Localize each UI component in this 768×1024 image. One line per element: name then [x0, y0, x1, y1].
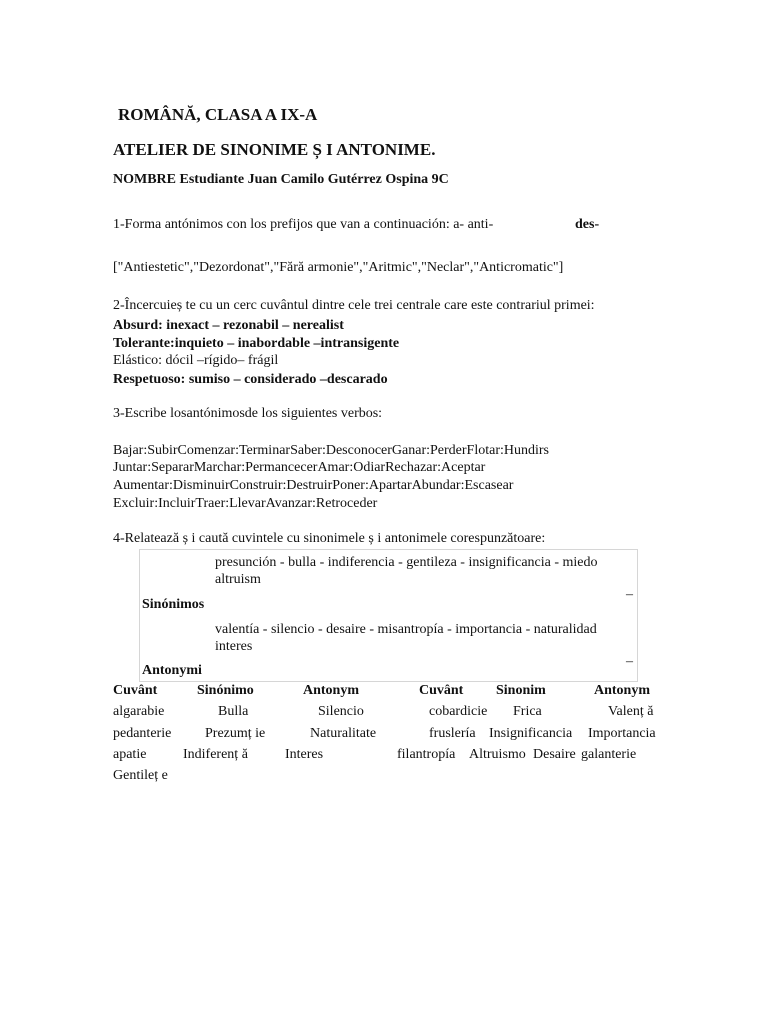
table-cell: Insignificancia — [489, 726, 573, 741]
header-cell: Sinonim — [496, 683, 546, 698]
exercise-1-prefix-des: des- — [575, 217, 600, 232]
table-cell: apatie — [113, 747, 147, 762]
exercise-3-prompt: 3-Escribe losantónimosde los siguientes verbos: — [113, 406, 383, 421]
table-cell: Naturalitate — [310, 726, 377, 741]
exercise-3-line: Juntar:SepararMarchar:PermancecerAmar:OdiarRechazar:Aceptar — [113, 460, 486, 475]
header-cell: Antonym — [594, 683, 651, 698]
synonym-word-list-cont: altruism — [215, 572, 261, 587]
synonyms-dash: – — [626, 587, 633, 602]
table-cell: Frica — [513, 704, 542, 719]
header-cell: Sinónimo — [197, 683, 254, 698]
exercise-2-line: Respetuoso: sumiso – considerado –descarado — [113, 372, 388, 387]
exercise-3-line: Bajar:SubirComenzar:TerminarSaber:DesconocerGanar:PerderFlotar:Hundirs — [113, 443, 549, 458]
exercise-2-line: Elástico: dócil –rígido– frágil — [113, 353, 279, 368]
table-cell: Prezumț ie — [205, 726, 266, 741]
table-overflow-word: Gentileț e — [113, 768, 168, 783]
antonym-word-list-cont: interes — [215, 639, 253, 654]
table-cell: pedanterie — [113, 726, 172, 741]
synonyms-label: Sinónimos — [142, 597, 205, 612]
student-name: NOMBRE Estudiante Juan Camilo Gutérrez Ospina 9C — [113, 172, 449, 187]
header-cell: Cuvânt — [113, 683, 158, 698]
antonym-word-list: valentía - silencio - desaire - misantropía - importancia - naturalidad — [215, 622, 597, 637]
synonym-word-list: presunción - bulla - indiferencia - gentileza - insignificancia - miedo — [215, 555, 598, 570]
header-cell: Cuvânt — [419, 683, 464, 698]
header-cell: Antonym — [303, 683, 360, 698]
exercise-3-line: Aumentar:DisminuirConstruir:DestruirPoner:ApartarAbundar:Escasear — [113, 478, 514, 493]
table-cell: cobardicie — [429, 704, 488, 719]
table-cell: Importancia — [588, 726, 656, 741]
exercise-1-prompt: 1-Forma antónimos con los prefijos que van a continuación: a- anti- — [113, 217, 494, 232]
synonym-antonym-box — [139, 549, 638, 682]
exercise-2-line: Tolerante:inquieto – inabordable –intransigente — [113, 336, 400, 351]
page-title: ROMÂNĂ, CLASA A IX-A — [118, 105, 318, 124]
antonyms-dash: – — [626, 654, 633, 669]
table-cell: filantropía — [397, 747, 456, 762]
table-cell: Altruismo — [469, 747, 526, 762]
table-cell: Desaire — [533, 747, 576, 762]
exercise-4-prompt: 4-Relatează ș i caută cuvintele cu sinonimele ș i antonimele corespunzătoare: — [113, 531, 546, 546]
table-cell: galanterie — [581, 747, 637, 762]
exercise-2-prompt: 2-Încercuieș te cu un cerc cuvântul dintre cele trei centrale care este contrariul primei: — [113, 298, 595, 313]
table-cell: Interes — [285, 747, 324, 762]
table-cell: algarabie — [113, 704, 165, 719]
worksheet-subtitle: ATELIER DE SINONIME Ș I ANTONIME. — [113, 140, 436, 159]
table-cell: Bulla — [218, 704, 249, 719]
table-cell: Silencio — [318, 704, 364, 719]
table-cell: Valenț ă — [608, 704, 654, 719]
antonyms-label: Antonymi — [142, 663, 202, 678]
table-cell: Indiferenț ă — [183, 747, 248, 762]
exercise-2-line: Absurd: inexact – rezonabil – nerealist — [113, 318, 344, 333]
table-cell: fruslería — [429, 726, 476, 741]
exercise-3-line: Excluir:IncluirTraer:LlevarAvanzar:Retroceder — [113, 496, 378, 511]
exercise-1-answer: ["Antiestetic","Dezordonat","Fără armonie","Aritmic","Neclar","Anticromatic"] — [113, 260, 564, 275]
